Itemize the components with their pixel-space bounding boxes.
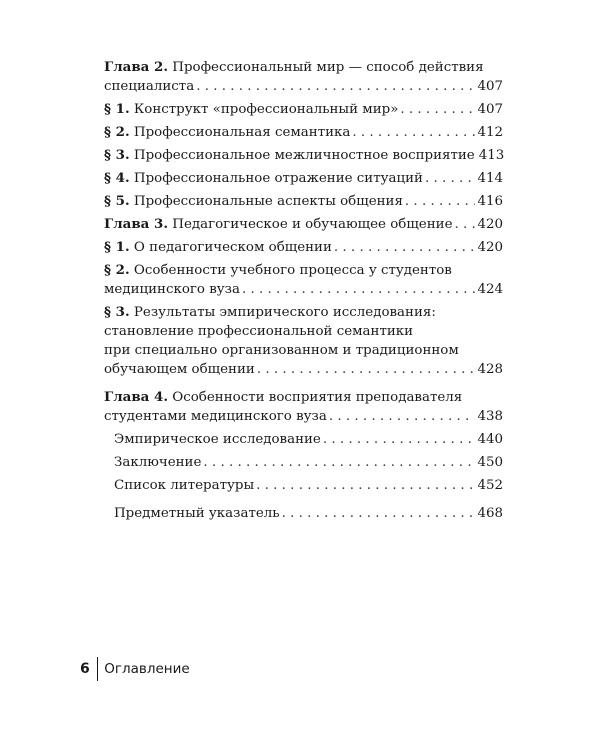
toc-entry-title: О педагогическом общении — [133, 240, 332, 255]
toc-entry[interactable] — [104, 388, 503, 426]
toc-entry-title: Профессиональная семантика — [133, 125, 351, 140]
toc-entry-line — [114, 476, 503, 495]
toc-entry-line — [114, 430, 503, 449]
toc-page-number: 407 — [477, 102, 503, 117]
toc-page-number: 424 — [477, 282, 503, 297]
toc-entry-title: Особенности восприятия преподавателя — [172, 390, 463, 405]
toc-leader-dots — [400, 100, 475, 119]
toc-entry-title: Список литературы — [114, 478, 255, 493]
toc-leader-dots — [405, 192, 476, 211]
toc-leader-dots — [256, 476, 475, 495]
toc-entry-label: § 1. — [104, 101, 130, 117]
toc-entry[interactable] — [104, 303, 503, 379]
toc-entry-text — [104, 322, 413, 341]
toc-entry[interactable] — [104, 192, 503, 211]
toc-entry-label: § 3. — [104, 147, 130, 163]
toc-leader-dots — [196, 77, 475, 96]
toc-entry-title: обучающем общении — [104, 362, 255, 377]
toc-entry-text — [104, 238, 332, 257]
toc-entry-text — [114, 453, 201, 472]
toc-entry-line — [104, 341, 503, 360]
toc-entry[interactable] — [104, 146, 503, 165]
toc-leader-dots — [203, 453, 475, 472]
toc-entry-line — [104, 169, 503, 188]
toc-leader-dots — [425, 169, 475, 188]
toc-entry-title: Профессиональное межличностное восприятие — [133, 148, 475, 163]
toc-leader-dots — [323, 430, 476, 449]
toc-entry-text — [104, 169, 423, 188]
toc-entry-label: § 1. — [104, 239, 130, 255]
toc-entry-text — [104, 215, 453, 234]
toc-entry-label: Глава 4. — [104, 389, 168, 405]
toc-entry-label: § 4. — [104, 170, 130, 186]
toc-entry[interactable] — [104, 238, 503, 257]
toc-entry-text — [104, 341, 459, 360]
toc-page-number: 416 — [477, 194, 503, 209]
toc-entry-line — [104, 192, 503, 211]
toc-entry-text — [104, 303, 436, 322]
toc-entry-text — [104, 123, 350, 142]
toc-entry-label: Глава 2. — [104, 59, 168, 75]
toc-entry-text — [104, 388, 462, 407]
toc-leader-dots — [242, 280, 475, 299]
toc-entry-label: § 5. — [104, 193, 130, 209]
toc-entry-text — [104, 100, 398, 119]
toc-entry[interactable] — [104, 430, 503, 449]
toc-entry-title: Профессиональное отражение ситуаций — [133, 171, 423, 186]
toc-entry-text — [104, 77, 194, 96]
toc-entry-label: Глава 3. — [104, 216, 168, 232]
toc-entry-text — [104, 192, 403, 211]
toc-entry-title: Заключение — [114, 455, 202, 470]
toc-page-number: 420 — [477, 217, 503, 232]
toc-page-number: 414 — [477, 171, 503, 186]
toc-entry-line — [104, 388, 503, 407]
toc-entry[interactable] — [104, 453, 503, 472]
toc-entry-title: Особенности учебного процесса у студентов — [133, 263, 452, 278]
toc-leader-dots — [334, 238, 476, 257]
toc-entry-title: при специально организованном и традиционном — [104, 343, 459, 358]
toc-entry[interactable] — [104, 100, 503, 119]
toc-entry[interactable] — [104, 215, 503, 234]
toc-entry-line — [104, 77, 503, 96]
toc-entry-label: § 2. — [104, 262, 130, 278]
toc-leader-dots — [329, 407, 476, 426]
toc-entry[interactable] — [104, 261, 503, 299]
toc-entry-text — [104, 407, 327, 426]
toc-page-number: 407 — [477, 79, 503, 94]
toc-entry-text — [104, 280, 240, 299]
toc-entry-title: студентами медицинского вуза — [104, 409, 327, 424]
toc-entry-line — [114, 453, 503, 472]
toc-page-number: 438 — [477, 409, 503, 424]
toc-entry-line — [104, 146, 503, 165]
toc-entry-text — [114, 476, 254, 495]
toc-entry-title: Эмпирическое исследование — [114, 432, 321, 447]
toc-entry-line — [104, 280, 503, 299]
toc-entry-title: Профессиональный мир — способ действия — [172, 60, 484, 75]
toc-leader-dots — [282, 504, 476, 523]
toc-entry[interactable] — [104, 58, 503, 96]
toc-entry-text — [114, 504, 280, 523]
toc-leader-dots — [257, 360, 476, 379]
page-number: 6 — [80, 661, 90, 677]
toc-entry-line — [104, 303, 503, 322]
toc-page-number: 468 — [477, 506, 503, 521]
toc-entry-line — [104, 100, 503, 119]
toc-entry-title: Предметный указатель — [114, 506, 280, 521]
toc-entry-text — [104, 360, 255, 379]
toc-page-number: 428 — [477, 362, 503, 377]
toc-page-number: 412 — [477, 125, 503, 140]
toc-entry[interactable] — [104, 476, 503, 495]
toc-entry[interactable] — [104, 504, 503, 523]
toc-page-number: 420 — [477, 240, 503, 255]
toc-page-number: 450 — [477, 455, 503, 470]
toc-entry-text — [114, 430, 321, 449]
page-footer — [80, 657, 190, 681]
toc-entry-title: становление профессиональной семантики — [104, 324, 414, 339]
toc-entry-line — [104, 238, 503, 257]
toc-entry-line — [104, 261, 503, 280]
toc-entry[interactable] — [104, 169, 503, 188]
footer-section-title: Оглавление — [104, 661, 190, 677]
toc-entry-text — [104, 261, 452, 280]
toc-entry-title: специалиста — [104, 79, 195, 94]
toc-entry-title: медицинского вуза — [104, 282, 240, 297]
toc-entry-line — [114, 504, 503, 523]
toc-page-number: 452 — [477, 478, 503, 493]
toc-entry-line — [104, 215, 503, 234]
toc-entry-label: § 3. — [104, 304, 130, 320]
toc-entry-line — [104, 123, 503, 142]
toc-leader-dots — [455, 215, 476, 234]
toc-entry-line — [104, 407, 503, 426]
toc-entry-title: Конструкт «профессиональный мир» — [133, 102, 399, 117]
toc-leader-dots — [352, 123, 475, 142]
toc-entry-title: Педагогическое и обучающее общение — [172, 217, 453, 232]
toc-entry-text — [104, 58, 484, 77]
toc-entry-text — [104, 146, 475, 165]
toc-entry-line — [104, 322, 503, 341]
toc-entry-label: § 2. — [104, 124, 130, 140]
table-of-contents — [104, 58, 503, 523]
toc-entry-line — [104, 58, 503, 77]
toc-entry-title: Профессиональные аспекты общения — [133, 194, 403, 209]
toc-page-number: 440 — [477, 432, 503, 447]
footer-divider — [97, 657, 99, 681]
toc-entry-line — [104, 360, 503, 379]
toc-entry[interactable] — [104, 123, 503, 142]
toc-entry-title: Результаты эмпирического исследования: — [133, 305, 436, 320]
toc-page-number: 413 — [478, 148, 505, 163]
